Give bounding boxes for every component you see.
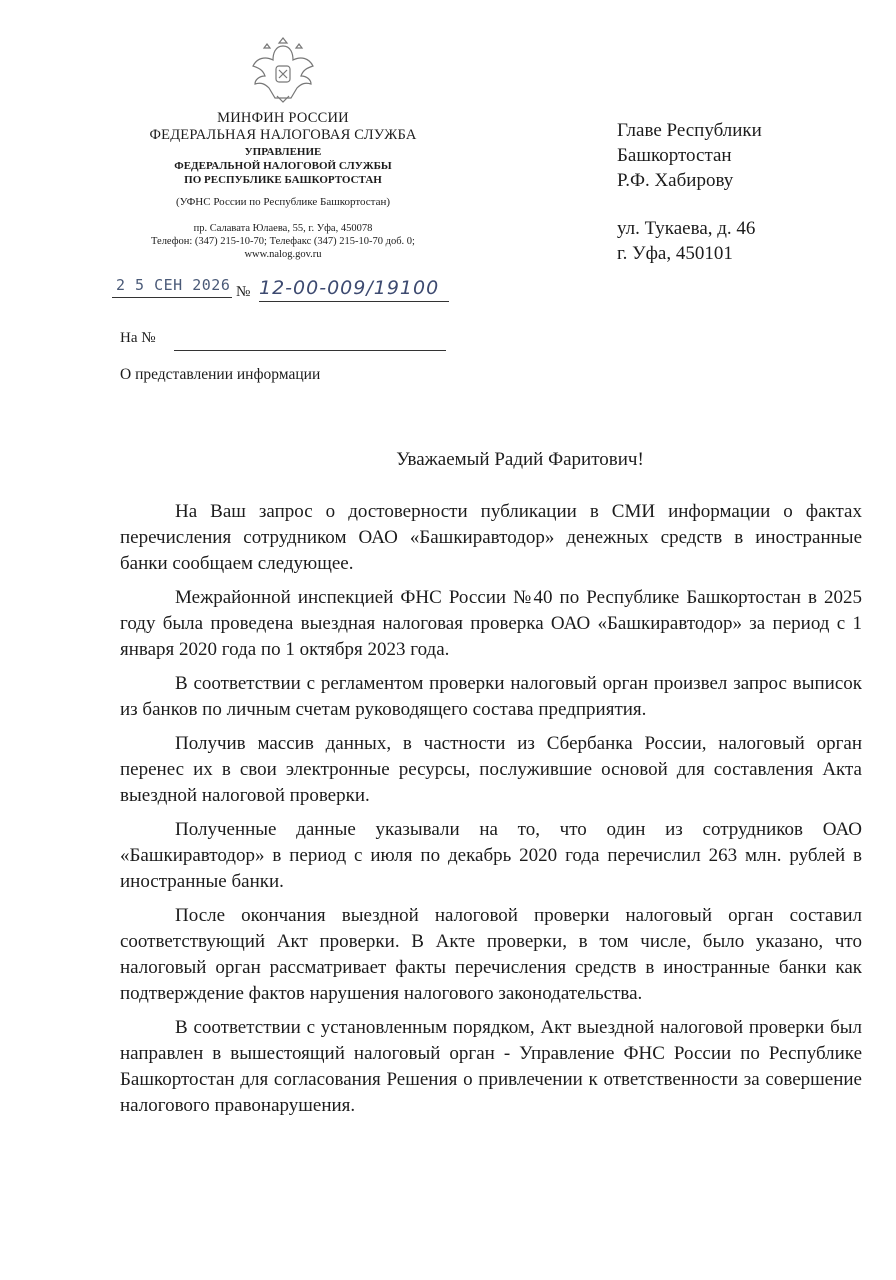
- sender-ministry: МИНФИН РОССИИ: [217, 110, 349, 126]
- sender-dept-line2: ФЕДЕРАЛЬНОЙ НАЛОГОВОЙ СЛУЖБЫ: [174, 160, 392, 173]
- paragraph: Межрайонной инспекцией ФНС России №40 по Республике Башкортостан в 2025 году была проведена выездная налоговая проверка ОАО «Башкиравтодор» за период с 1 января 2020 года по 1 октября 2023 года.: [120, 587, 862, 660]
- recipient-street: ул. Тукаева, д. 46: [617, 218, 756, 239]
- letter-subject: О представлении информации: [120, 366, 321, 383]
- reply-line: [174, 350, 446, 351]
- recipient-line1: Главе Республики: [617, 120, 762, 141]
- paragraph: На Ваш запрос о достоверности публикации в СМИ информации о фактах перечисления сотрудником ОАО «Башкиравтодор» денежных средств в иностранные банки сообщаем следующее.: [120, 501, 862, 574]
- recipient-city: г. Уфа, 450101: [617, 243, 733, 264]
- coat-of-arms-icon: [247, 32, 319, 106]
- registration-row: [112, 276, 452, 310]
- date-stamp: 2 5 СЕН 2026: [112, 276, 232, 298]
- recipient-line2: Башкортостан: [617, 145, 732, 166]
- sender-website: www.nalog.gov.ru: [244, 249, 322, 261]
- sender-short-name: (УФНС России по Республике Башкортостан): [175, 195, 391, 208]
- paragraph: Получив массив данных, в частности из Сбербанка России, налоговый орган перенес их в свои электронные ресурсы, послужившие основой для составления Акта выездной налоговой проверки.: [120, 733, 862, 806]
- recipient-line3: Р.Ф. Хабирову: [617, 170, 734, 191]
- paragraph: После окончания выездной налоговой проверки налоговый орган составил соответствующий Акт проверки. В Акте проверки, в том числе, было указано, что налоговый орган рассматривает факты перечисления средств в иностранные банки как подтверждение фактов нарушения налогового законодательства.: [120, 905, 862, 1004]
- paragraph: В соответствии с установленным порядком, Акт выездной налоговой проверки был направлен в вышестоящий налоговый орган - Управление ФНС России по Республике Башкортостан для согласования Решения о привлечении к ответственности за совершение налогового правонарушения.: [120, 1017, 862, 1116]
- paragraph: В соответствии с регламентом проверки налоговый орган произвел запрос выписок из банков по личным счетам руководящего состава предприятия.: [120, 673, 862, 720]
- greeting: Уважаемый Радий Фаритович!: [396, 449, 644, 470]
- letter-body: [120, 499, 862, 1127]
- number-label: №: [236, 284, 251, 300]
- sender-dept-line1: УПРАВЛЕНИЕ: [244, 146, 322, 159]
- paragraph: Полученные данные указывали на то, что один из сотрудников ОАО «Башкиравтодор» в период с июля по декабрь 2020 года перечислил 263 млн. рублей в иностранные банки.: [120, 819, 862, 892]
- sender-phone: Телефон: (347) 215-10-70; Телефакс (347) 215-10-70 доб. 0;: [151, 236, 415, 248]
- sender-dept-line3: ПО РЕСПУБЛИКЕ БАШКОРТОСТАН: [184, 173, 382, 186]
- reply-reference: [120, 330, 450, 347]
- sender-address: пр. Салавата Юлаева, 55, г. Уфа, 450078: [193, 223, 373, 235]
- reply-label: На №: [120, 330, 156, 346]
- sender-service: ФЕДЕРАЛЬНАЯ НАЛОГОВАЯ СЛУЖБА: [149, 126, 417, 143]
- registration-number: 12-00-009/19100: [259, 277, 449, 302]
- recipient-block: [617, 118, 762, 266]
- sender-block: [118, 110, 448, 262]
